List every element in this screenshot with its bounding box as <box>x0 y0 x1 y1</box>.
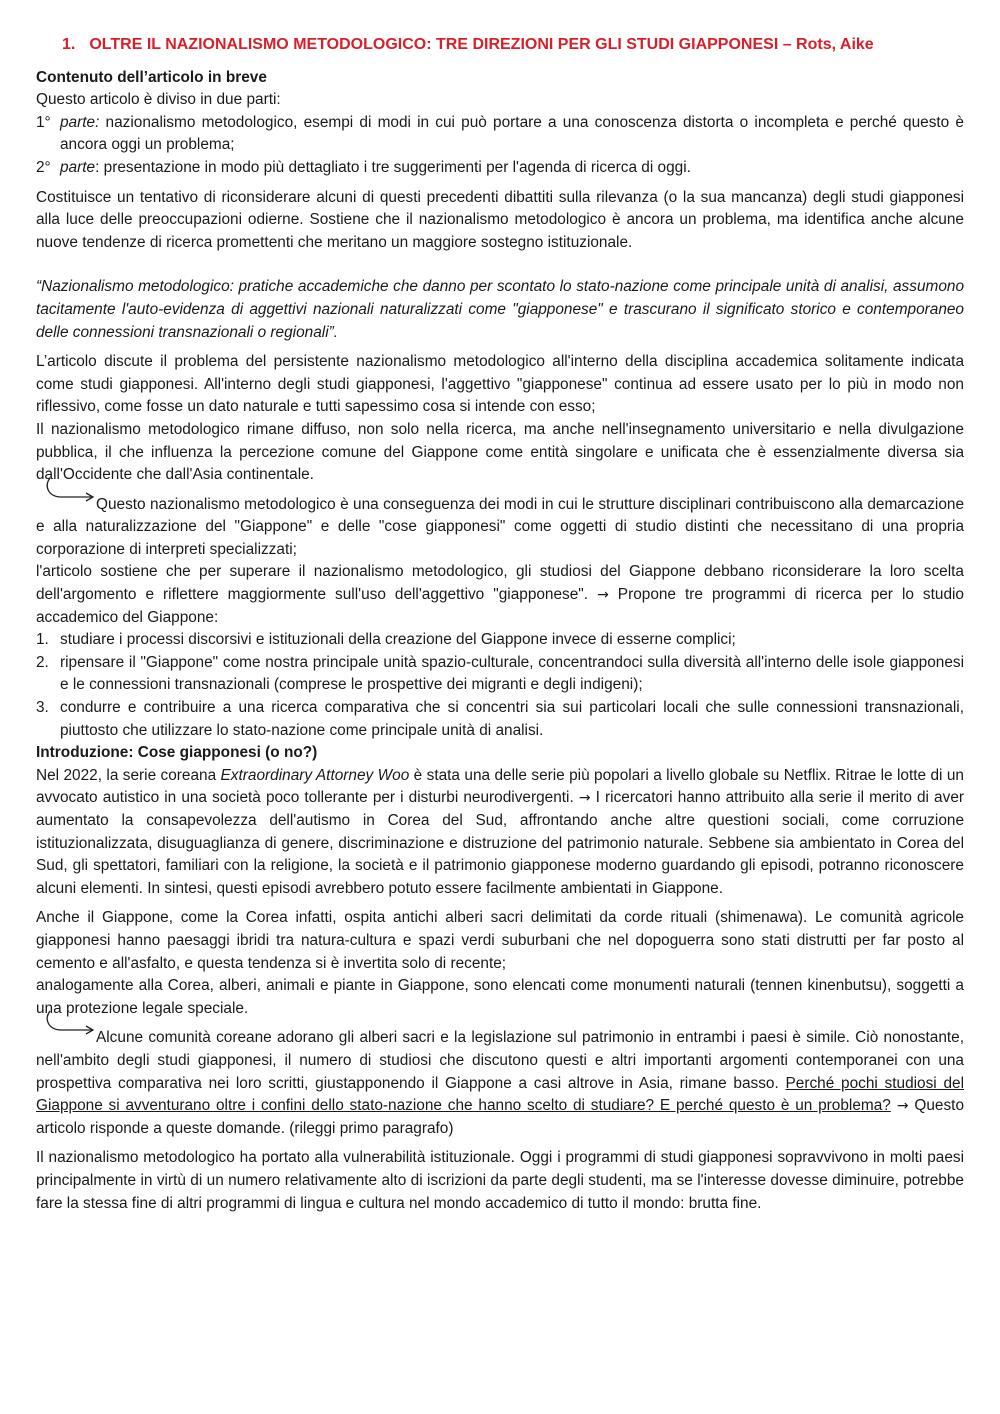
curved-arrow-icon <box>40 476 96 506</box>
paragraph-article-discusses: L’articolo discute il problema del persistente nazionalismo metodologico all'interno della disciplina accademica solitamente indicata come studi giapponesi. All'interno degli studi giapponesi, l'aggettivo "giapponese" continua ad essere usato per lo più in modo non riflessivo, come fosse un dato naturale e tutti sapessimo cosa si intende con esso; <box>36 353 964 416</box>
paragraph-comparative <box>36 1027 964 1140</box>
part-2-text: : presentazione in modo più dettagliato i tre suggerimenti per l'agenda di ricerca di oggi. <box>95 158 691 176</box>
comparative-text-b: Questo articolo risponde a queste domande. (rileggi primo paragrafo) <box>36 1097 965 1137</box>
title-number: 1. <box>62 36 76 53</box>
list-item <box>36 629 964 652</box>
title-text: OLTRE IL NAZIONALISMO METODOLOGICO: TRE DIREZIONI PER GLI STUDI GIAPPONESI – Rots, Aike <box>89 36 874 53</box>
paragraph-netflix <box>36 765 964 901</box>
paragraph-vulnerability: Il nazionalismo metodologico ha portato alla vulnerabilità istituzionale. Oggi i programmi di studi giapponesi sopravvivono in molti paesi principalmente in virtù di un numero relativamente alto di iscrizioni da parte degli studenti, ma se l'interesse dovesse diminuire, potrebbe fare la stessa fine di altri programmi di lingua e cultura nel mondo accademico di tutto il mondo: brutta fine. <box>36 1149 964 1212</box>
right-arrow-icon: → <box>890 1098 909 1115</box>
comparative-text-a: Alcune comunità coreane adorano gli alberi sacri e la legislazione sul patrimonio in entrambi i paesi è simile. Ciò nonostante, nell'ambito degli studi giapponesi, il numero di studiosi che discutono questi e altri importanti argomenti contemporanei con una prospettiva comparativa nei loro scritti, giustapponendo il Giappone a casi altrove in Asia, rimane basso. <box>36 1029 964 1092</box>
list-text: studiare i processi discorsivi e istituzionali della creazione del Giappone invece di esserne complici; <box>60 631 736 649</box>
list-number: 3. <box>36 699 49 717</box>
summary-part-2 <box>36 157 964 180</box>
part-2-name: parte <box>60 158 96 176</box>
document-title <box>62 34 964 57</box>
part-1-name: parte: <box>60 113 100 131</box>
right-arrow-icon: → <box>578 790 591 807</box>
document-page <box>36 34 964 1215</box>
list-number: 2. <box>36 653 49 671</box>
curved-arrow-icon <box>40 1009 96 1039</box>
series-title: Extraordinary Attorney Woo <box>220 766 410 784</box>
underlined-question: Perché pochi studiosi del Giappone si avventurano oltre i confini dello stato-nazione che hanno scelto di studiare? E perché questo è un problema? <box>36 1074 964 1115</box>
list-number: 1. <box>36 631 49 649</box>
summary-heading: Contenuto dell’articolo in breve <box>36 68 267 86</box>
paragraph-proposal <box>36 561 964 629</box>
right-arrow-icon: → <box>597 587 609 604</box>
list-item <box>36 697 964 742</box>
proposal-text-b: Propone tre programmi di ricerca per lo studio accademico del Giappone: <box>36 586 964 626</box>
netflix-text-c: I ricercatori hanno attribuito alla serie il merito di aver aumentato la consapevolezza dell'autismo in Corea del Sud, affrontando anche altre questioni sociali, come corruzione istituzionalizzata, disuguaglianza di genere, discriminazione e distruzione del patrimonio naturale. Sebbene sia ambientato in Corea del Sud, gli spettatori, familiari con la religione, la società e il patrimonio giapponese moderno guardando gli episodi, potranno riconoscere alcuni elementi. In sintesi, questi episodi avrebbero potuto essere facilmente ambientati in Giappone. <box>36 789 964 897</box>
paragraph-attempt: Costituisce un tentativo di riconsiderare alcuni di questi precedenti dibattiti sulla rilevanza (o la sua mancanza) degli studi giapponesi alla luce delle preoccupazioni odierne. Sostiene che il nazionalismo metodologico è ancora un problema, ma identifica anche alcune nuove tendenze di ricerca promettenti che meritano un maggiore sostegno istituzionale. <box>36 188 964 251</box>
definition-quote: “Nazionalismo metodologico: pratiche accademiche che danno per scontato lo stato-nazione come principale unità di analisi, assumono tacitamente l'auto-evidenza di aggettivi nazionali naturalizzati come "giapponese" e trascurano il significato storico e contemporaneo delle connessioni transnazionali o regionali”. <box>36 278 964 341</box>
list-item <box>36 652 964 697</box>
paragraph-sacred-trees: Anche il Giappone, come la Corea infatti, ospita antichi alberi sacri delimitati da corde rituali (shimenawa). Le comunità agricole giapponesi hanno paesaggi ibridi tra natura-cultura e spazi verdi suburbani che nel dopoguerra sono stati distrutti per far posto al cemento e all'asfalto, e questa tendenza si è invertita solo di recente; <box>36 909 964 972</box>
netflix-text-a: Nel 2022, la serie coreana <box>36 766 221 784</box>
research-programs-list <box>36 629 964 742</box>
consequence-text: Questo nazionalismo metodologico è una conseguenza dei modi in cui le strutture disciplinari contribuiscono alla demarcazione e alla naturalizzazione del "Giappone" e delle "cose giapponesi" come oggetti di studio distinti che necessitano di una propria corporazione di interpreti specializzati; <box>36 495 964 558</box>
part-2-label: 2° <box>36 158 51 176</box>
part-1-text: nazionalismo metodologico, esempi di modi in cui può portare a una conoscenza distorta o incompleta e perché questo è ancora oggi un problema; <box>60 113 964 154</box>
paragraph-natural-monuments: analogamente alla Corea, alberi, animali e piante in Giappone, sono elencati come monumenti naturali (tennen kinenbutsu), soggetti a una protezione legale speciale. <box>36 977 964 1017</box>
summary-part-1 <box>36 112 964 157</box>
list-text: ripensare il "Giappone" come nostra principale unità spazio-culturale, concentrandoci sulla diversità all'interno delle isole giapponesi e le connessioni transnazionali (comprese le prospettive dei migranti e degli indigeni); <box>60 653 964 694</box>
list-text: condurre e contribuire a una ricerca comparativa che si concentri sia sui particolari locali che sulle connessioni transnazionali, piuttosto che utilizzare lo stato-nazione come principale unità di analisi. <box>60 699 964 739</box>
paragraph-widespread: Il nazionalismo metodologico rimane diffuso, non solo nella ricerca, ma anche nell'insegnamento universitario e nella divulgazione pubblica, il che influenza la percezione comune del Giappone come entità singolare e unificata che è essenzialmente diversa sia dall'Occidente che dall'Asia continentale. <box>36 420 964 484</box>
paragraph-consequence <box>36 494 964 562</box>
summary-intro: Questo articolo è diviso in due parti: <box>36 91 281 109</box>
part-1-label: 1° <box>36 113 51 131</box>
intro-heading: Introduzione: Cose giapponesi (o no?) <box>36 744 318 762</box>
netflix-text-b: è stata una delle serie più popolari a livello globale su Netflix. Ritrae le lotte di un avvocato autistico in una società poco tollerante per i disturbi neurodivergenti. <box>36 766 964 807</box>
proposal-text-a: l'articolo sostiene che per superare il nazionalismo metodologico, gli studiosi del Giappone debbano riconsiderare la loro scelta dell'argomento e riflettere maggiormente sull'uso dell'aggettivo "giapponese". <box>36 563 964 604</box>
